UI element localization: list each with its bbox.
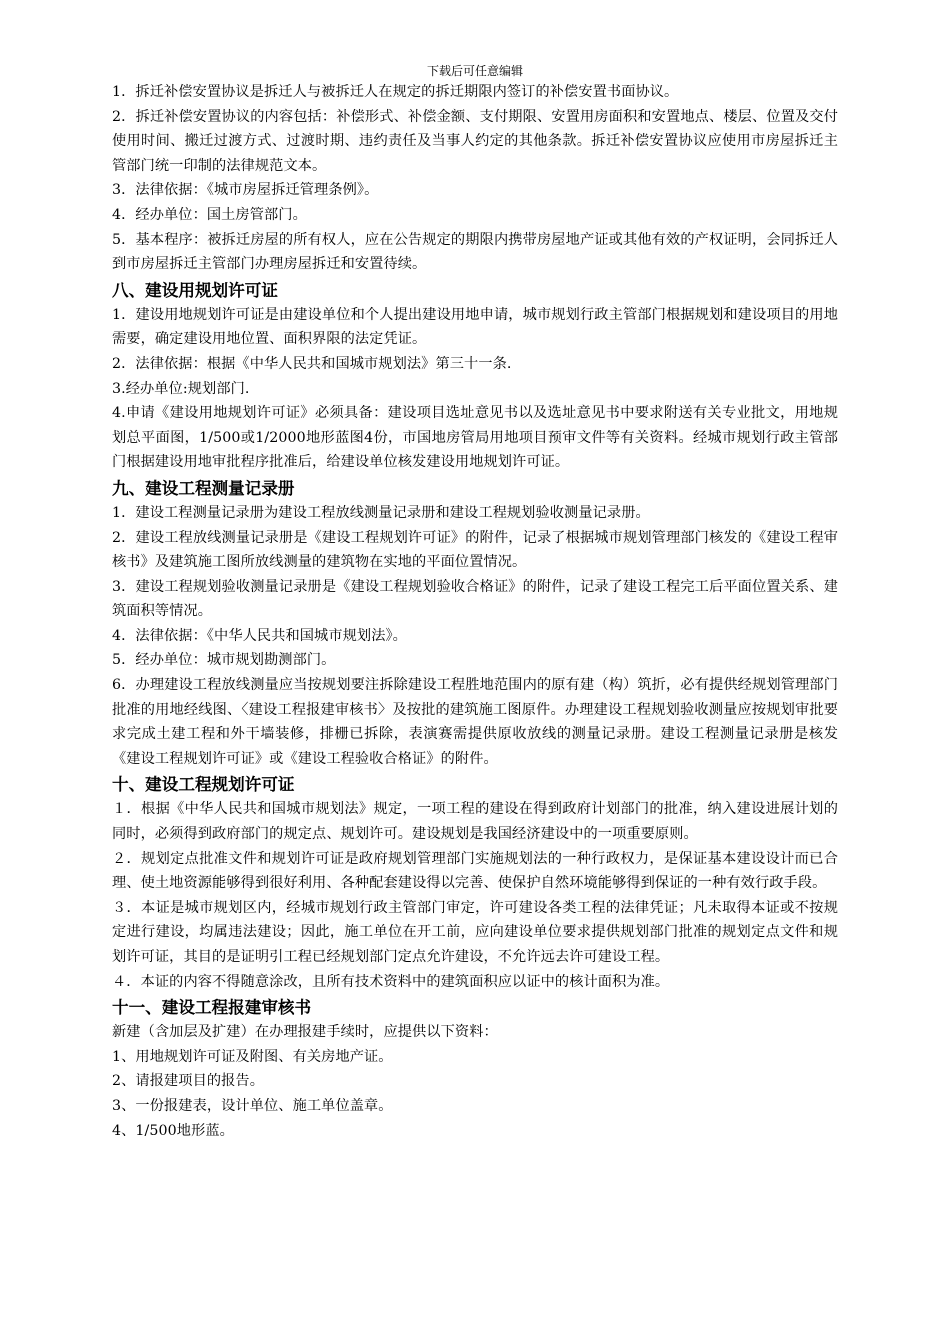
- paragraph: 2．建设工程放线测量记录册是《建设工程规划许可证》的附件，记录了根据城市规划管理部门核发的《建设工程审核书》及建筑施工图所放线测量的建筑物在实地的平面位置情况。: [112, 529, 838, 571]
- paragraph: 2、请报建项目的报告。: [112, 1073, 265, 1090]
- paragraph: 新建（含加层及扩建）在办理报建手续时，应提供以下资料：: [112, 1024, 498, 1041]
- page-header: 下载后可任意编辑: [426, 64, 523, 78]
- paragraph: 3．法律依据：《城市房屋拆迁管理条例》。: [112, 182, 379, 199]
- document-body: [112, 80, 838, 1143]
- paragraph: １．根据《中华人民共和国城市规划法》规定，一项工程的建设在得到政府计划部门的批准，纳入建设进展计划的同时，必须得到政府部门的规定点、规划许可。建设规划是我国经济建设中的一项重要原则。: [112, 801, 838, 843]
- paragraph: 1．建设工程测量记录册为建设工程放线测量记录册和建设工程规划验收测量记录册。: [112, 504, 650, 521]
- section-heading: 九、建设工程测量记录册: [112, 478, 295, 498]
- paragraph: 5．基本程序：被拆迁房屋的所有权人，应在公告规定的期限内携带房屋地产证或其他有效的产权证明，会同拆迁人到市房屋拆迁主管部门办理房屋拆迁和安置待续。: [112, 231, 838, 273]
- paragraph: 4．法律依据：《中华人民共和国城市规划法》。: [112, 627, 407, 644]
- paragraph: 4.申请《建设用地规划许可证》必须具备：建设项目选址意见书以及选址意见书中要求附送有关专业批文，用地规划总平面图，1/500或1/2000地形蓝图4份，市国地房管局用地项目预审文件等有关资料。经城市规划行政主管部门根据建设用地审批程序批准后，给建设单位核发建设用地规划许可证。: [112, 405, 838, 471]
- paragraph: 1．拆迁补偿安置协议是拆迁人与被拆迁人在规定的拆迁期限内签订的补偿安置书面协议。: [112, 84, 679, 100]
- paragraph: 3．建设工程规划验收测量记录册是《建设工程规划验收合格证》的附件，记录了建设工程完工后平面位置关系、建筑面积等情况。: [112, 578, 838, 620]
- paragraph: 1、用地规划许可证及附图、有关房地产证。: [112, 1048, 393, 1065]
- section-heading: 十、建设工程规划许可证: [112, 775, 295, 795]
- paragraph: 3.经办单位:规划部门.: [112, 380, 250, 397]
- paragraph: ３．本证是城市规划区内，经城市规划行政主管部门审定，许可建设各类工程的法律凭证；凡未取得本证或不按规定进行建设，均属违法建设；因此，施工单位在开工前，应向建设单位要求提供规划部门批准的规划定点文件和规划许可证，其目的是证明引工程已经规划部门定点允许建设，不允许远去许可建设工程。: [112, 899, 838, 965]
- paragraph: 1．建设用地规划许可证是由建设单位和个人提出建设用地申请，城市规划行政主管部门根据规划和建设项目的用地需要，确定建设用地位置、面积界限的法定凭证。: [112, 306, 838, 348]
- section-heading: 十一、建设工程报建审核书: [112, 998, 312, 1018]
- paragraph: 2．拆迁补偿安置协议的内容包括：补偿形式、补偿金额、支付期限、安置用房面积和安置地点、楼层、位置及交付使用时间、搬迁过渡方式、过渡时期、违约责任及当事人约定的其他条款。拆迁补偿安置协议应使用市房屋拆迁主管部门统一印制的法律规范文本。: [112, 108, 838, 174]
- paragraph: ４．本证的内容不得随意涂改，且所有技术资料中的建筑面积应以证中的核计面积为准。: [112, 973, 670, 990]
- paragraph: 6．办理建设工程放线测量应当按规划要注拆除建设工程胜地范围内的原有建（构）筑折，必有提供经规划管理部门批准的用地经线图、〈建设工程报建审核书〉及按批的建筑施工图原件。办理建设工程规划验收测量应按规划审批要求完成土建工程和外干墙装修，排栅已拆除，表演赛需提供原收放线的测量记录册。建设工程测量记录册是核发《建设工程规划许可证》或《建设工程验收合格证》的附件。: [112, 677, 838, 767]
- paragraph: 5．经办单位：城市规划勘测部门。: [112, 652, 336, 669]
- paragraph: 2．法律依据：根据《中华人民共和国城市规划法》第三十一条.: [112, 355, 512, 372]
- paragraph: 4．经办单位：国土房管部门。: [112, 206, 307, 223]
- section-heading: 八、建设用规划许可证: [112, 280, 278, 300]
- paragraph: ２．规划定点批准文件和规划许可证是政府规划管理部门实施规划法的一种行政权力，是保证基本建设设计而已合理、使土地资源能够得到很好利用、各种配套建设得以完善、使保护自然环境能够得到保证的一种有效行政手段。: [112, 850, 838, 892]
- paragraph: 3、一份报建表，设计单位、施工单位盖章。: [112, 1097, 393, 1114]
- paragraph: 4、1/500地形蓝。: [112, 1122, 234, 1139]
